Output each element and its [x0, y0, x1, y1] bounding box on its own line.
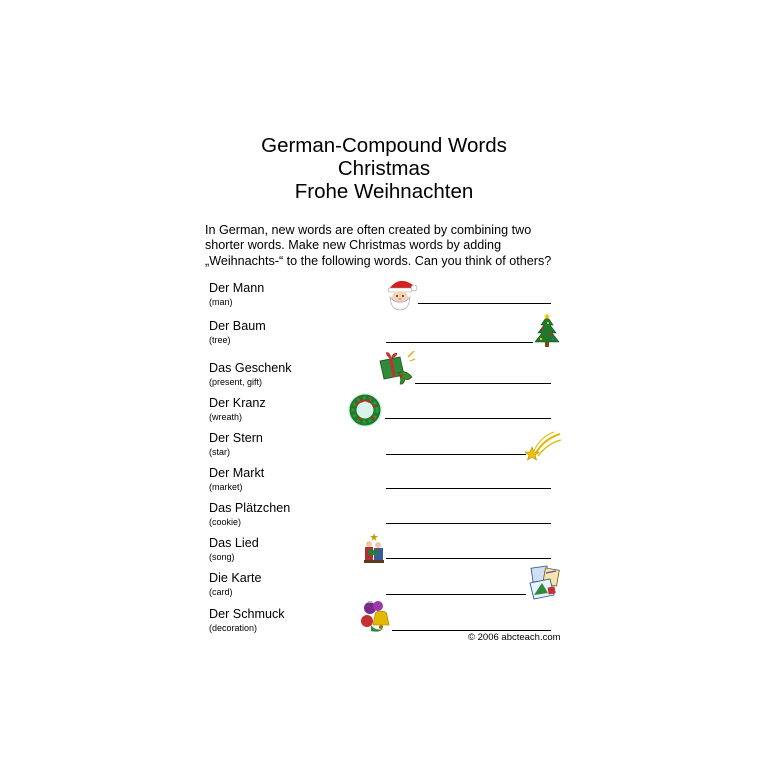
- english-gloss: (tree): [209, 335, 231, 345]
- instructions: [205, 223, 565, 269]
- cards-icon: [526, 565, 562, 601]
- english-gloss: (star): [209, 447, 230, 457]
- santa-icon: [385, 277, 417, 311]
- copyright-notice: © 2006 abcteach.com: [468, 632, 561, 643]
- german-word: Die Karte: [209, 571, 262, 585]
- answer-line[interactable]: [386, 488, 551, 489]
- christmas-tree-icon: [533, 313, 561, 349]
- shooting-star-icon: [524, 431, 562, 463]
- answer-line[interactable]: [385, 418, 551, 419]
- title-line-3: Frohe Weihnachten: [294, 180, 474, 203]
- german-word: Der Schmuck: [209, 607, 285, 621]
- answer-line[interactable]: [415, 383, 551, 384]
- instructions-line-3: „Weihnachts-“ to the following words. Can you think of others?: [205, 253, 552, 268]
- german-word: Das Geschenk: [209, 361, 292, 375]
- german-word: Der Kranz: [209, 396, 266, 410]
- instructions-line-1: In German, new words are often created by combining two: [205, 223, 532, 237]
- german-word: Das Lied: [209, 536, 259, 550]
- worksheet-title: [0, 134, 768, 203]
- english-gloss: (man): [209, 297, 233, 307]
- ornaments-icon: [361, 599, 393, 635]
- instructions-line-2: shorter words. Make new Christmas words by adding: [205, 238, 502, 253]
- answer-line[interactable]: [386, 594, 526, 595]
- answer-line[interactable]: [386, 454, 526, 455]
- answer-line[interactable]: [418, 303, 551, 304]
- answer-line[interactable]: [386, 523, 551, 524]
- english-gloss: (card): [209, 587, 233, 597]
- german-word: Der Mann: [209, 281, 265, 295]
- word-row: [0, 319, 768, 353]
- english-gloss: (market): [209, 482, 243, 492]
- word-row: [0, 281, 768, 315]
- german-word: Das Plätzchen: [209, 501, 291, 515]
- english-gloss: (song): [209, 552, 235, 562]
- title-line-2: Christmas: [337, 157, 431, 180]
- german-word: Der Baum: [209, 319, 266, 333]
- title-line-1: German-Compound Words: [261, 134, 507, 157]
- word-row: [0, 536, 768, 570]
- word-row: [0, 431, 768, 465]
- word-row: [0, 501, 768, 535]
- answer-line[interactable]: [386, 558, 551, 559]
- english-gloss: (cookie): [209, 517, 242, 527]
- wreath-icon: [347, 392, 383, 428]
- carolers-icon: [362, 532, 386, 564]
- english-gloss: (decoration): [209, 623, 258, 633]
- german-word: Der Markt: [209, 466, 265, 480]
- english-gloss: (wreath): [209, 412, 243, 422]
- word-row: [0, 466, 768, 500]
- answer-line[interactable]: [386, 342, 533, 343]
- answer-line[interactable]: [392, 630, 551, 631]
- word-row: [0, 607, 768, 641]
- english-gloss: (present, gift): [209, 377, 263, 387]
- word-row: [0, 361, 768, 395]
- word-row: [0, 396, 768, 430]
- german-word: Der Stern: [209, 431, 263, 445]
- gift-icon: [378, 351, 416, 387]
